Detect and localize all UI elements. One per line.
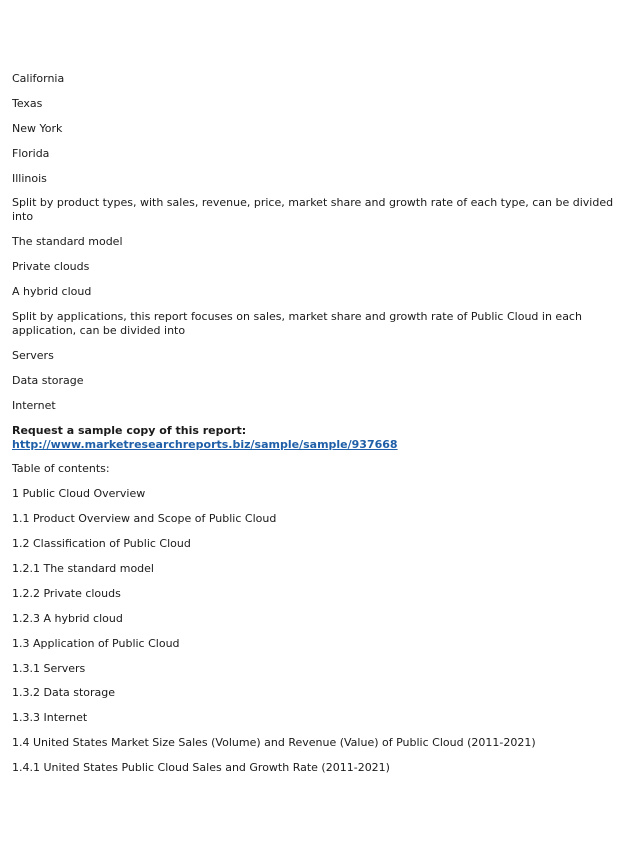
toc-item: 1 Public Cloud Overview <box>12 487 146 501</box>
text-line-california: California <box>12 72 65 85</box>
toc-item: 1.3.3 Internet <box>12 711 88 725</box>
text-line-illinois: Illinois <box>12 171 47 185</box>
document-page <box>12 72 618 786</box>
text-paragraph-product-types: Split by product types, with sales, revenue, price, market share and growth rate of each type, can be divided into <box>12 196 614 224</box>
toc-item: 1.4 United States Market Size Sales (Volume) and Revenue (Value) of Public Cloud (2011-2021) <box>12 736 536 750</box>
text-line-servers: Servers <box>12 348 54 362</box>
toc-title: Table of contents: <box>12 462 110 476</box>
text-line-standard-model: The standard model <box>12 235 123 249</box>
sample-request-link[interactable]: http://www.marketresearchreports.biz/sample/sample/937668 <box>12 437 398 451</box>
text-line-internet: Internet <box>12 398 56 412</box>
text-paragraph-applications: Split by applications, this report focuses on sales, market share and growth rate of Public Cloud in each application, can be divided into <box>12 310 582 338</box>
text-line-florida: Florida <box>12 146 50 160</box>
text-line-hybrid-cloud: A hybrid cloud <box>12 285 92 299</box>
toc-item: 1.4.1 United States Public Cloud Sales and Growth Rate (2011-2021) <box>12 761 390 775</box>
text-line-data-storage: Data storage <box>12 373 84 387</box>
text-line-new-york: New York <box>12 121 63 135</box>
toc-item: 1.3.2 Data storage <box>12 686 116 700</box>
text-line-private-clouds: Private clouds <box>12 260 90 274</box>
toc-item: 1.2.2 Private clouds <box>12 586 121 600</box>
toc-item: 1.2 Classification of Public Cloud <box>12 537 191 551</box>
toc-item: 1.1 Product Overview and Scope of Public Cloud <box>12 512 277 526</box>
sample-request-label: Request a sample copy of this report: <box>12 423 247 437</box>
toc-item: 1.2.3 A hybrid cloud <box>12 611 123 625</box>
toc-item: 1.3.1 Servers <box>12 661 86 675</box>
sample-request-block <box>12 424 618 452</box>
text-line-texas: Texas <box>12 96 43 110</box>
toc-item: 1.2.1 The standard model <box>12 562 154 576</box>
toc-item: 1.3 Application of Public Cloud <box>12 636 180 650</box>
